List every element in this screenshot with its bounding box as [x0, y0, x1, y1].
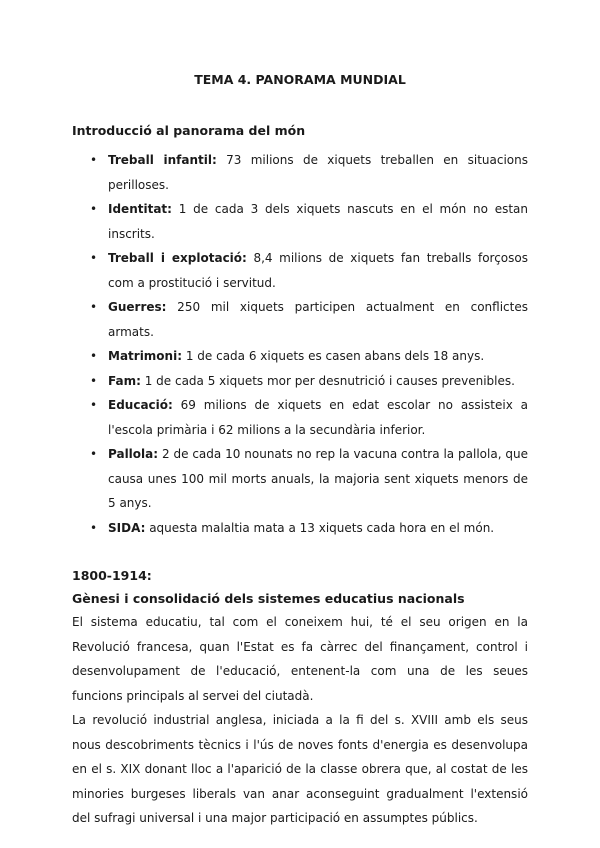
list-item: [108, 393, 528, 442]
list-item-term: Identitat:: [108, 202, 172, 216]
list-item: [108, 369, 528, 394]
list-item: [108, 295, 528, 344]
list-item: [108, 442, 528, 516]
list-item-text: 1 de cada 6 xiquets es casen abans dels 18 anys.: [182, 349, 485, 363]
paragraph: La revolució industrial anglesa, iniciada a la fi del s. XVIII amb els seus nous descobriments tècnics i l'ús de noves fonts d'energia es desenvolupa en el s. XIX donant lloc a l'aparició de la classe obrera que, al costat de les minories burgeses liberals van anar aconseguint gradualment l'extensió del sufragi universal i una major participació en assumptes públics.: [72, 713, 528, 825]
document-title: TEMA 4. PANORAMA MUNDIAL: [194, 72, 406, 87]
list-item-term: SIDA:: [108, 520, 146, 535]
list-item-text: 250 mil xiquets participen actualment en conflictes armats.: [108, 300, 528, 339]
period-heading: 1800-1914:: [72, 568, 152, 583]
list-item-term: Treball i explotació:: [108, 251, 247, 265]
statistics-list: [72, 148, 528, 540]
list-item-term: Matrimoni:: [108, 349, 183, 363]
list-item-term: Pallola:: [108, 447, 159, 461]
list-item: [108, 246, 528, 295]
list-item: [108, 148, 528, 197]
list-item: [108, 344, 528, 369]
intro-heading: Introducció al panorama del món: [72, 123, 306, 138]
paragraph: El sistema educatiu, tal com el coneixem hui, té el seu origen en la Revolució francesa, quan l'Estat es fa càrrec del finançament, control i desenvolupament de l'educació, entenent-la com una de les seues funcions principals al servei del ciutadà.: [72, 615, 528, 703]
list-item-text: 8,4 milions de xiquets fan treballs forçosos com a prostitució i servitud.: [108, 251, 528, 290]
list-item-text: 73 milions de xiquets treballen en situacions perilloses.: [108, 153, 528, 192]
list-item-text: 1 de cada 5 xiquets mor per desnutrició i causes prevenibles.: [140, 373, 515, 388]
list-item: [108, 197, 528, 246]
section-subheading: Gènesi i consolidació dels sistemes educatius nacionals: [72, 591, 465, 606]
list-item: [108, 516, 528, 541]
list-item-text: 2 de cada 10 nounats no rep la vacuna contra la pallola, que causa unes 100 mil morts anuals, la majoria sent xiquets menors de 5 anys.: [108, 447, 528, 510]
list-item-term: Fam:: [108, 373, 141, 388]
list-item-text: aquesta malaltia mata a 13 xiquets cada hora en el món.: [145, 520, 495, 535]
list-item-term: Treball infantil:: [108, 153, 217, 167]
list-item-term: Guerres:: [108, 300, 167, 314]
list-item-text: 69 milions de xiquets en edat escolar no assisteix a l'escola primària i 62 milions a la secundària inferior.: [108, 398, 528, 437]
list-item-term: Educació:: [108, 398, 173, 412]
list-item-text: 1 de cada 3 dels xiquets nascuts en el món no estan inscrits.: [108, 202, 528, 241]
